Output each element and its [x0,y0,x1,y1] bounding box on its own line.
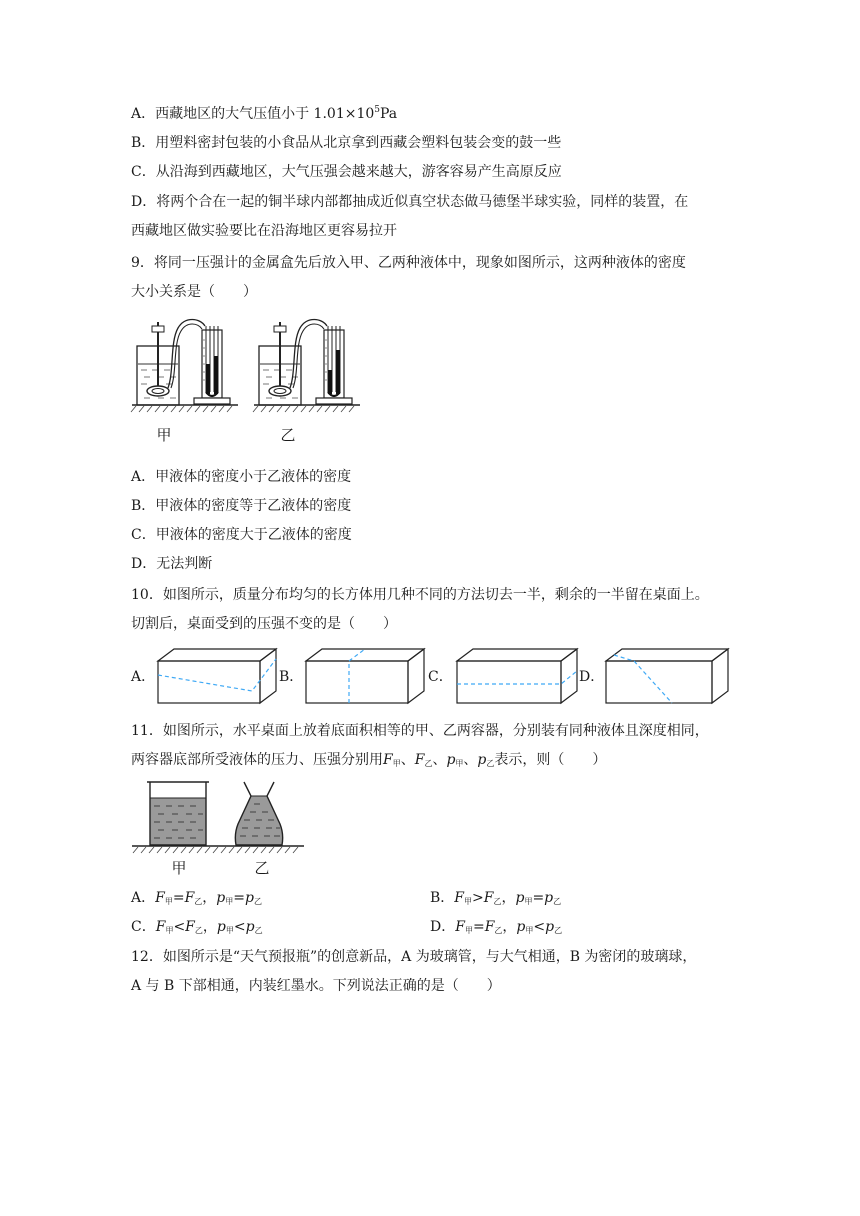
q11-option-c: C．$F_甲<F_乙$，$p_甲<p_乙$ [131,919,263,935]
q9-label-jia: 甲 [156,426,172,444]
q10-option-b-label: B． [279,669,304,685]
q11-containers-figure [130,774,306,878]
q10-box-a-diagram [150,647,280,707]
q10-stem-line1: 10．如图所示，质量分布均匀的长方体用几种不同的方法切去一半，剩余的一半留在桌面上。 [131,587,709,603]
pressure-gauge-jia-diagram [131,320,238,413]
q10-stem-line2: 切割后，桌面受到的压强不变的是（ ） [131,616,397,632]
q10-option-d-label: D． [579,669,605,685]
container-jia [147,782,209,845]
q12-stem-line2: A 与 B 下部相通，内装红墨水。下列说法正确的是（ ） [131,978,501,994]
q9-stem-line1: 9．将同一压强计的金属盒先后放入甲、乙两种液体中，现象如图所示，这两种液体的密度 [131,255,686,271]
q11-label-yi: 乙 [254,859,270,877]
q9-label-yi: 乙 [280,426,296,444]
q9-stem-line2: 大小关系是（ ） [131,284,257,300]
q11-option-b: B．$F_甲>F_乙$，$p_甲=p_乙$ [430,890,562,906]
q11-option-a: A．$F_甲=F_乙$，$p_甲=p_乙$ [131,890,262,906]
q11-stem-line2: 两容器底部所受液体的压力、压强分别用$F_甲$、$F_乙$、$p_甲$、$p_乙$表示，则（ ） [131,752,607,768]
q10-box-d-diagram [598,647,732,707]
q10-box-c-diagram [449,647,581,707]
q9-option-a: A．甲液体的密度小于乙液体的密度 [131,469,352,485]
q11-label-jia: 甲 [171,859,187,877]
q10-box-b-diagram [298,647,428,707]
q10-option-c-label: C． [428,669,453,685]
q8-option-d-line1: D．将两个合在一起的铜半球内部都抽成近似真空状态做马德堡半球实验，同样的装置，在 [131,194,689,210]
q9-option-d: D．无法判断 [131,556,213,572]
q8-option-b: B．用塑料密封包装的小食品从北京拿到西藏会塑料包装会变的鼓一些 [131,135,562,151]
q8-option-a: A．西藏地区的大气压值小于 $1.01\times 10^5Pa$ [131,105,398,122]
q8-option-c: C．从沿海到西藏地区，大气压强会越来越大，游客容易产生高原反应 [131,164,562,180]
q8-option-d-line2: 西藏地区做实验要比在沿海地区更容易拉开 [131,223,397,239]
q9-option-b: B．甲液体的密度等于乙液体的密度 [131,498,352,514]
container-yi [235,782,282,845]
q12-stem-line1: 12．如图所示是“天气预报瓶”的创意新品，A 为玻璃管，与大气相通，B 为密闭的玻璃球， [131,949,697,965]
q9-option-c: C．甲液体的密度大于乙液体的密度 [131,527,352,543]
q10-option-a-label: A． [131,669,156,685]
q11-stem-line1: 11．如图所示，水平桌面上放着底面积相等的甲、乙两容器，分别装有同种液体且深度相同， [131,723,709,739]
pressure-gauge-yi-diagram [253,320,360,413]
q9-figure [130,312,362,460]
q11-option-d: D．$F_甲=F_乙$，$p_甲<p_乙$ [430,919,563,935]
